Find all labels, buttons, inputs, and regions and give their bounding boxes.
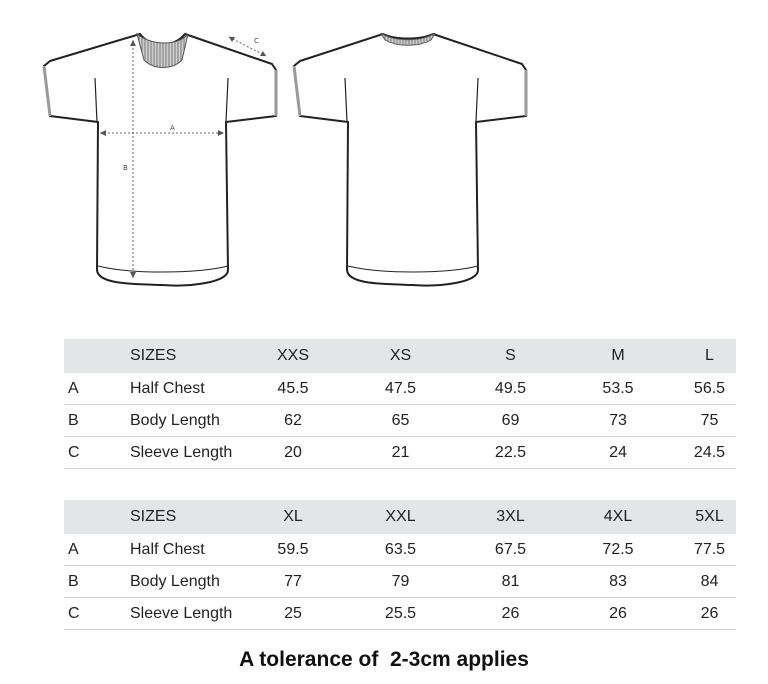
- tolerance-note: A tolerance of 2-3cm applies: [239, 648, 529, 671]
- table-header-row: [64, 339, 736, 373]
- tshirt-back: [294, 33, 526, 285]
- table-row: [64, 566, 736, 598]
- row-label: Half Chest: [130, 534, 253, 566]
- table-cell: 83: [553, 566, 683, 598]
- marker-b: B: [123, 164, 128, 172]
- table-cell: 22.5: [468, 437, 553, 469]
- header-size: XS: [333, 339, 468, 373]
- header-size: XXS: [253, 339, 333, 373]
- header-size: 4XL: [553, 500, 683, 534]
- row-letter: B: [64, 405, 130, 437]
- header-size: 3XL: [468, 500, 553, 534]
- table-cell: 67.5: [468, 534, 553, 566]
- row-letter: A: [64, 534, 130, 566]
- table-header-row: [64, 500, 736, 534]
- row-label: Half Chest: [130, 373, 253, 405]
- size-table-small: [64, 339, 736, 469]
- table-cell: 56.5: [683, 373, 736, 405]
- row-letter: C: [64, 598, 130, 630]
- table-cell: 21: [333, 437, 468, 469]
- table-cell: 25.5: [333, 598, 468, 630]
- header-sizes: SIZES: [130, 500, 253, 534]
- table-cell: 75: [683, 405, 736, 437]
- header-size: XL: [253, 500, 333, 534]
- table-cell: 79: [333, 566, 468, 598]
- table-cell: 26: [553, 598, 683, 630]
- table-cell: 77.5: [683, 534, 736, 566]
- table-cell: 47.5: [333, 373, 468, 405]
- row-label: Body Length: [130, 566, 253, 598]
- size-table-large: [64, 500, 736, 630]
- table-cell: 72.5: [553, 534, 683, 566]
- table-cell: 59.5: [253, 534, 333, 566]
- header-blank: [64, 339, 130, 373]
- table-cell: 84: [683, 566, 736, 598]
- row-letter: B: [64, 566, 130, 598]
- table-cell: 45.5: [253, 373, 333, 405]
- header-size: M: [553, 339, 683, 373]
- table-cell: 24.5: [683, 437, 736, 469]
- header-size: S: [468, 339, 553, 373]
- marker-c: C: [254, 37, 259, 45]
- header-size: XXL: [333, 500, 468, 534]
- table-cell: 77: [253, 566, 333, 598]
- table-cell: 65: [333, 405, 468, 437]
- header-blank: [64, 500, 130, 534]
- table-cell: 26: [683, 598, 736, 630]
- row-label: Sleeve Length: [130, 598, 253, 630]
- table-cell: 24: [553, 437, 683, 469]
- table-cell: 73: [553, 405, 683, 437]
- row-letter: C: [64, 437, 130, 469]
- table-cell: 26: [468, 598, 553, 630]
- table-row: [64, 373, 736, 405]
- row-letter: A: [64, 373, 130, 405]
- header-size: 5XL: [683, 500, 736, 534]
- header-size: L: [683, 339, 736, 373]
- row-label: Body Length: [130, 405, 253, 437]
- table-cell: 20: [253, 437, 333, 469]
- table-row: [64, 437, 736, 469]
- table-cell: 81: [468, 566, 553, 598]
- table-cell: 49.5: [468, 373, 553, 405]
- table-row: [64, 534, 736, 566]
- table-cell: 63.5: [333, 534, 468, 566]
- table-cell: 62: [253, 405, 333, 437]
- table-cell: 25: [253, 598, 333, 630]
- header-sizes: SIZES: [130, 339, 253, 373]
- table-cell: 53.5: [553, 373, 683, 405]
- tshirt-diagram: [0, 0, 768, 300]
- row-label: Sleeve Length: [130, 437, 253, 469]
- table-row: [64, 405, 736, 437]
- marker-a: A: [170, 124, 175, 132]
- table-row: [64, 598, 736, 630]
- table-cell: 69: [468, 405, 553, 437]
- tshirt-front: [44, 34, 276, 285]
